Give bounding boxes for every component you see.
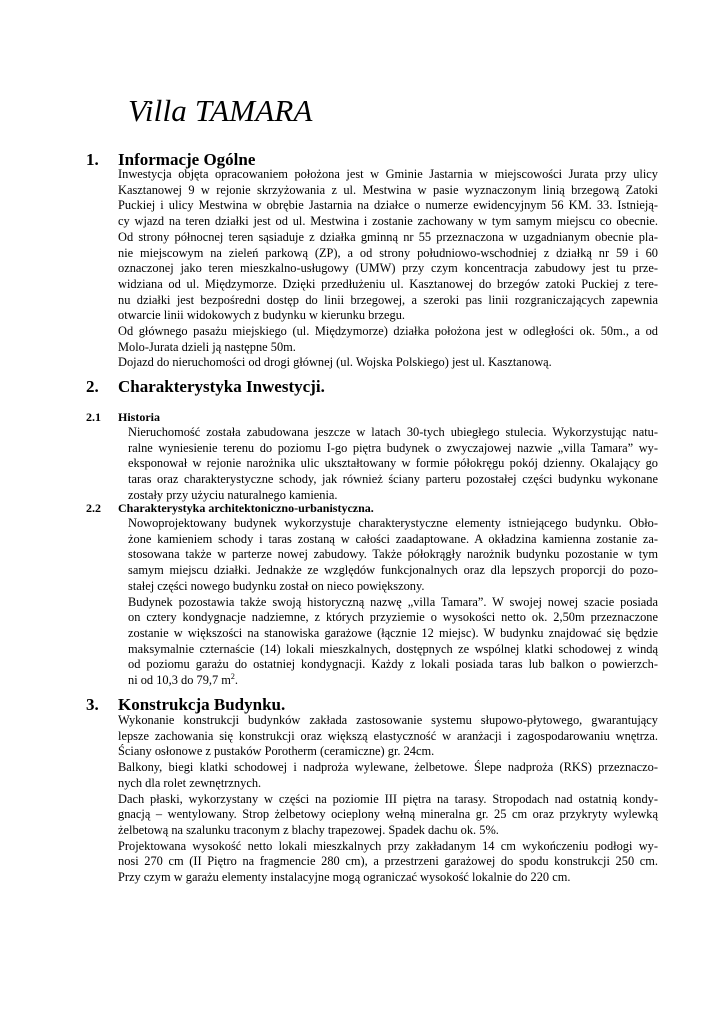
- text-line: żone kamieniem schody i taras zostaną w całości zaadaptowane. A okładzina kamienna zostanie za-: [128, 531, 658, 546]
- text-line: [128, 673, 658, 689]
- text-line: widziana od ul. Międzymorze. Dzięki przedłużeniu ul. Kasztanowej do brzegów zatoki Puckiej z tere-: [118, 276, 658, 291]
- text-line: nu działki jest bezpośredni dostęp do linii brzegowej, a szeroki pas linii rozgraniczających zapewnia: [118, 292, 658, 307]
- text-line: cy wjazd na teren działki jest od ul. Mestwina i zostanie zachowany w tym samym miejscu co obecnie.: [118, 214, 658, 229]
- period: .: [234, 673, 239, 688]
- text-line: od poziomu garażu do ostatniej kondygnacji. Każdy z lokali posiada taras lub balkon o powierzch-: [128, 657, 658, 672]
- area-text: ni od 10,3 do 79,7 m: [128, 673, 231, 688]
- text-line: Kasztanowej 9 w rejonie skrzyżowania z ul. Mestwina w pasie wyznaczonym linią brzegową Zatoki: [118, 182, 658, 197]
- text-line: stałej części nowego budynku został on nieco powiększony.: [128, 578, 425, 593]
- text-line: ralne wyniesienie terenu do poziomu I-go piętra budynek o zwyczajowej nazwie „villa Tamara” wy-: [128, 440, 658, 455]
- text-line: Nieruchomość została zabudowana jeszcze w latach 30-tych ubiegłego stulecia. Wykorzystując natu-: [128, 425, 658, 439]
- text-line: nosi 270 cm (II Piętro na fragmencie 280 cm), a przestrzeni garażowej do spodu konstrukcji 250 cm.: [118, 854, 658, 869]
- subsection-title: Charakterystyka architektoniczno-urbanistyczna.: [118, 501, 374, 515]
- text-line: lepsze zachowania się konstrukcji oraz większą elastyczność w aranżacji i zagospodarowaniu wnętrza.: [118, 728, 658, 743]
- text-line: eksponował w rejonie narożnika ulic ukształtowany w formie półokręgu pokój dzienny. Okalający go: [128, 456, 658, 471]
- section-number: 2.: [86, 377, 99, 396]
- text-line: Dach płaski, wykorzystany w części na poziomie III piętra na tarasy. Stropodach nad ostatnią kondy-: [118, 791, 658, 806]
- text-line: nie miejscowym na zieleń parkową (ZP), a od strony południowo-wschodniej z działką nr 59 i 60: [118, 245, 658, 260]
- section-number: 3.: [86, 695, 99, 714]
- section-number: 1.: [86, 150, 99, 169]
- text-line: oznaczonej jako teren mieszkalno-usługowy (UMW) przy czym koncentracja zabudowy jest tu prze-: [118, 261, 658, 276]
- text-line: otwarcie linii widokowych z budynku w kierunku brzegu.: [118, 308, 405, 323]
- subsection-number: 2.2: [86, 501, 101, 515]
- text-line: maksymalnie czternaście (14) lokali mieszkalnych, dostępnych ze wspólnej klatki schodowej z windą: [128, 641, 658, 656]
- text-line: nych dla rolet zewnętrznych.: [118, 775, 262, 790]
- text-line: Nowoprojektowany budynek wykorzystuje charakterystyczne elementy istniejącego budynku. Obło-: [128, 516, 658, 530]
- text-line: zostały przy użyciu naturalnego kamienia.: [128, 487, 338, 502]
- superscript-2: 2: [230, 671, 235, 681]
- subsection-2-1-body: [128, 425, 658, 504]
- text-line: samym miejscu działki. Jednakże ze względów funkcjonalnych oraz dla lepszych proporcji do pozo-: [128, 563, 658, 578]
- text-line: Ściany osłonowe z pustaków Porotherm (ceramiczne) gr. 24cm.: [118, 744, 435, 759]
- text-line: Od głównego pasażu miejskiego (ul. Międzymorze) działka położona jest w odległości ok. 50m., a od: [118, 324, 658, 339]
- text-line: zostanie w większości na stanowiska garażowe (łącznie 12 miejsc). W budynku znajdować się będzie: [128, 625, 658, 640]
- text-line: stosowana także w parterze nowej zabudowy. Także półokrągły narożnik budynku pozostanie w tym: [128, 547, 658, 562]
- subsection-title: Historia: [118, 410, 160, 424]
- section-title: Charakterystyka Inwestycji.: [118, 377, 325, 396]
- text-line: Dojazd do nieruchomości od drogi głównej (ul. Wojska Polskiego) jest ul. Kasztanową.: [118, 355, 552, 370]
- text-line: Budynek pozostawia także swoją historyczną nazwę „villa Tamara”. W swojej nowej szacie posiada: [128, 594, 658, 609]
- text-line: Od strony północnej teren sąsiaduje z działka gminną nr 55 przeznaczona w uzgadnianym obecnie pla-: [118, 229, 658, 244]
- subsection-number: 2.1: [86, 410, 101, 424]
- text-line: Przy czym w garażu elementy instalacyjne mogą ograniczać wysokość lokalnie do 220 cm.: [118, 870, 571, 885]
- document-title: Villa TAMARA: [128, 93, 313, 128]
- section-3-body: [118, 713, 658, 886]
- text-line: Wykonanie konstrukcji budynków zakłada zastosowanie systemu słupowo-płytowego, gwarantujący: [118, 713, 658, 727]
- text-line: taras oraz charakterystyczne schody, jak również ściany parteru pozostałej części budynku wykonane: [128, 472, 658, 487]
- text-line: Molo-Jurata dzieli ją następne 50m.: [118, 339, 296, 354]
- text-line: żelbetową na szalunku traconym z blachy trapezowej. Spadek dachu ok. 5%.: [118, 822, 499, 837]
- section-title: Informacje Ogólne: [118, 150, 256, 169]
- section-1-body: [118, 167, 658, 371]
- subsection-2-2-body: [128, 516, 658, 689]
- text-line: Balkony, biegi klatki schodowej i nadproża wylewane, żelbetowe. Ślepe nadproża (RKS) przeznaczo-: [118, 760, 658, 775]
- text-line: gnacją – wentylowany. Strop żelbetowy ocieplony wełną mineralna gr. 25 cm oraz przykryty wylewką: [118, 807, 658, 822]
- text-line: Inwestycja objęta opracowaniem położona jest w Gminie Jastarnia w miejscowości Jurata przy ulicy: [118, 167, 658, 181]
- text-line: Projektowana wysokość netto lokali mieszkalnych przy zakładanym 14 cm wykończeniu podłogi wy-: [118, 838, 658, 853]
- text-line: on cztery kondygnacje nadziemne, z których przyziemie o wysokości netto ok. 2,50m przeznaczone: [128, 610, 658, 625]
- text-line: Puckiej i ulicy Mestwina w obrębie Jastarnia na działce o numerze ewidencyjnym 56 KM. 33. Istnieją-: [118, 198, 658, 213]
- section-title: Konstrukcja Budynku.: [118, 695, 286, 714]
